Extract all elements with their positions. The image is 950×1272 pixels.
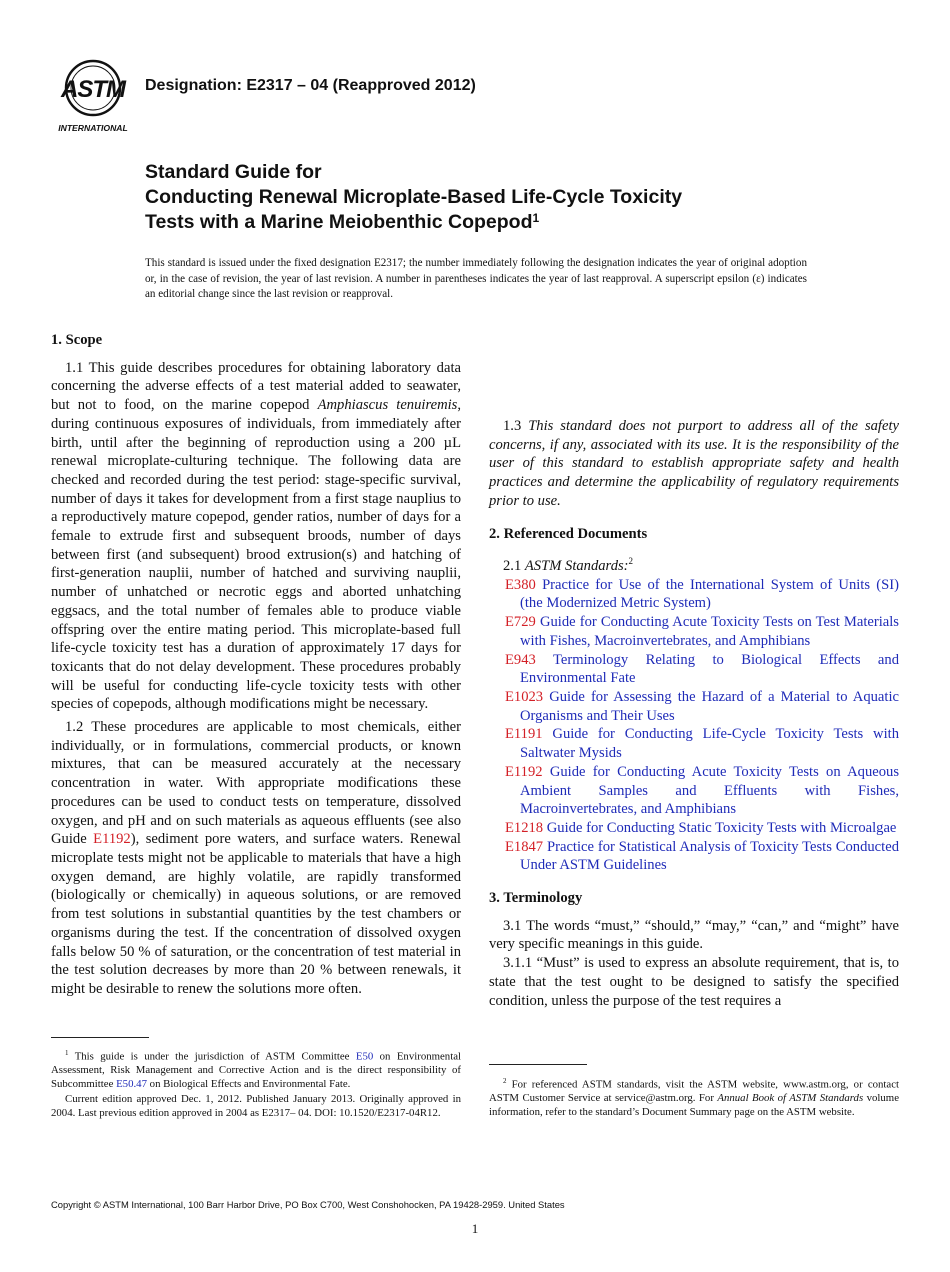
page-number: 1 (471, 1221, 479, 1236)
footnote-1 (51, 1047, 461, 1120)
designation (145, 77, 476, 95)
copyright-notice: Copyright © ASTM International, 100 Barr Harbor Drive, PO Box C700, West Conshohocken, PA 19428-2959. United States (51, 1199, 565, 1210)
designation-separator: – (292, 77, 311, 94)
subsection-astm-standards: 2.1 ASTM Standards:$^2$ (503, 556, 634, 575)
title-footnote-mark: 1 (532, 211, 540, 225)
referenced-standards-list (489, 576, 899, 875)
ref-item[interactable]: E1218 Guide for Conducting Static Toxicity Tests with Microalgae (505, 819, 897, 836)
ref-item[interactable]: E1191 Guide for Conducting Life-Cycle Toxicity Tests with Saltwater Mysids (505, 726, 900, 762)
document-title (145, 160, 845, 235)
section-heading-scope: 1. Scope (51, 332, 103, 348)
ref-link-e1192[interactable]: E1192 (93, 831, 131, 848)
ref-item[interactable]: E1023 Guide for Assessing the Hazard of a Material to Aquatic Organisms and Their Uses (505, 689, 899, 724)
title-line-1: Standard Guide for (145, 161, 322, 183)
title-line-2: Conducting Renewal Microplate-Based Life-Cycle Toxicity (145, 186, 683, 208)
left-column (51, 331, 461, 999)
section-heading-terminology: 3. Terminology (489, 890, 583, 907)
footnote-1-jurisdiction: $^1$ This guide is under the jurisdiction of ASTM Committee E50 on Environmental Assessment, Risk Management and Corrective Action and is the direct responsibility of Subcommittee E50.47 on Biological Effects and Environmental Fate. (51, 1049, 461, 1090)
paragraph-3-1-1: 3.1.1 “Must” is used to express an absolute requirement, that is, to state that the test ought to be designed to satisfy the specified condition, unless the purpose of the test requires a (489, 955, 899, 1009)
ref-item[interactable]: E380 Practice for Use of the International System of Units (SI) (the Modernized Metric System) (505, 576, 899, 612)
svg-text:ASTM: ASTM (61, 76, 125, 103)
footnote-2 (489, 1075, 899, 1119)
paragraph-1-2: 1.2 These procedures are applicable to most chemicals, either individually, or in formulations, commercial products, or known mixtures, that can be measured accurately at the necessary concentration in water. With appropriate modifications these procedures can be used to conduct tests on temperature, dissolved oxygen, and pH and on such materials as aqueous effluents (see also Guide E1192), sediment pore waters, and surface waters. Renewal microplate tests might not be applicable to materials that have a high oxygen demand, are highly volatile, are rapidly transformed (biologically or chemically) in aqueous solutions, or are removed from test solutions in substantial quantities by the test chambers or organisms during the test. If the concentration of dissolved oxygen falls below 50 % of saturation, or the concentration of test material in the test solution decreases by more than 20 % between renewals, it might be desirable to renew the solutions more often. (51, 719, 461, 997)
ref-item[interactable]: E943 Terminology Relating to Biological Effects and Environmental Fate (505, 651, 899, 687)
designation-prefix: Designation: E2317 (145, 77, 293, 94)
issuance-note: This standard is issued under the fixed designation E2317; the number immediately following the designation indicates the year of original adoption or, in the case of revision, the year of last revision. A number in parentheses indicates the year of last reapproval. A superscript epsilon (ε) indicates an editorial change since the last revision or reapproval. (145, 257, 807, 301)
title-line-3: Tests with a Marine Meiobenthic Copepod$^1$ (145, 211, 540, 233)
astm-logo-icon (52, 58, 134, 134)
logo-brand-text: INTERNATIONAL (58, 123, 128, 133)
paragraph-1-1: 1.1 This guide describes procedures for obtaining laboratory data concerning the adverse effects of a test material added to seawater, but not to food, on the marine copepod Amphiascus tenuiremis, during continuous exposures of individuals, from immediately after birth, until after the beginning of reproduction using a 200 µL renewal microplate-culturing technique. The following data are checked and recorded during the test period: stage-specific survival, number of days it takes for development from a first stage nauplius to a reproductively mature copepod, gender ratios, number of days for a female to extrude first and subsequent broods, number of days between first (and subsequent) brood extrusion(s) and hatching of first-generation nauplii, number of hatched and surviving nauplii, number of unhatched or necrotic eggs and aborted unhatching eggsacs, and the total number of females able to produce viable offspring over the entire mating period. This microplate-based full life-cycle toxicity test has a duration of approximately 17 days for toxicants that do not delay development. These procedures probably will be useful for conducting life-cycle toxicity tests with other species of copepods, although modifications might be necessary. (51, 359, 461, 713)
footnote-1-edition: Current edition approved Dec. 1, 2012. Published January 2013. Originally approved in 2004. Last previous edition approved in 2004 as E2317– 04. DOI: 10.1520/E2317-04R12. (51, 1093, 461, 1119)
designation-suffix: 04 (Reapproved 2012) (310, 77, 476, 94)
paragraph-3-1: 3.1 The words “must,” “should,” “may,” “can,” and “might” have very specific meanings in this guide. (489, 917, 899, 953)
footnote-rule-left (51, 1037, 149, 1038)
footnote-2-text: $^2$ For referenced ASTM standards, visit the ASTM website, www.astm.org, or contact ASTM Customer Service at service@astm.org. For Annual Book of ASTM Standards volume information, refer to the standard’s Document Summary page on the ASTM website. (489, 1077, 899, 1118)
paragraph-1-3: 1.3 This standard does not purport to address all of the safety concerns, if any, associated with its use. It is the responsibility of the user of this standard to establish appropriate safety and health practices and determine the applicability of regulatory requirements prior to use. (489, 418, 899, 509)
astm-logo (52, 58, 134, 134)
ref-item[interactable]: E1847 Practice for Statistical Analysis of Toxicity Tests Conducted Under ASTM Guidelines (505, 838, 899, 874)
committee-link-e50[interactable]: E50 (355, 1050, 374, 1063)
right-column (489, 331, 899, 1010)
species-name: Amphiascus tenuiremis (317, 397, 458, 414)
ref-item[interactable]: E1192 Guide for Conducting Acute Toxicity Tests on Aqueous Ambient Samples and Effluents with Fishes, Macroinvertebrates, and Amphibians (505, 763, 899, 818)
section-heading-referenced-documents: 2. Referenced Documents (489, 525, 648, 542)
subcommittee-link-e50-47[interactable]: E50.47 (116, 1077, 147, 1090)
footnote-rule-right (489, 1064, 587, 1065)
ref-item[interactable]: E729 Guide for Conducting Acute Toxicity Tests on Test Materials with Fishes, Macroinvertebrates, and Amphibians (505, 614, 899, 649)
